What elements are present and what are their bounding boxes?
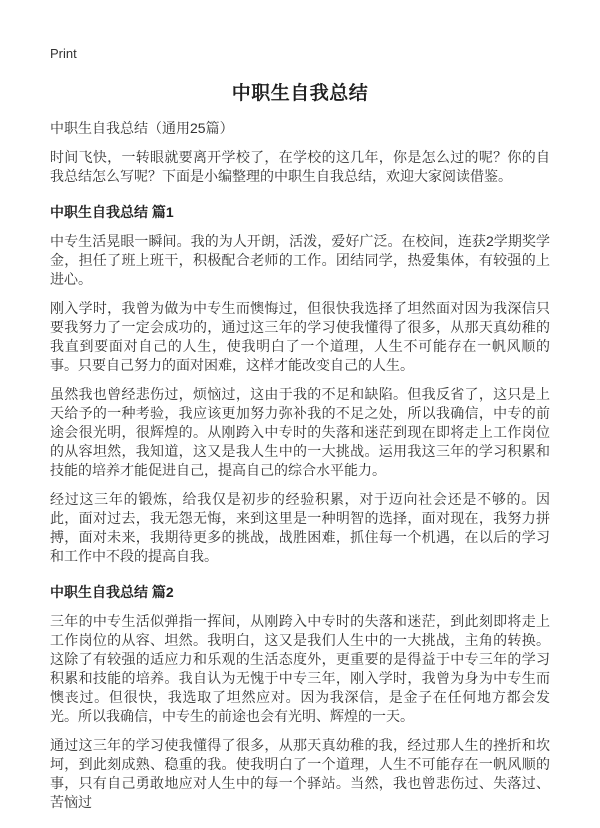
section-1-paragraph-1: 中专生活晃眼一瞬间。我的为人开朗，活泼，爱好广泛。在校间，连获2学期奖学金，担任了班上班干，积极配合老师的工作。团结同学，热爱集体，有较强的上进心。: [50, 233, 550, 287]
page-title: 中职生自我总结: [231, 83, 369, 104]
intro-paragraph: 时间飞快，一转眼就要离开学校了，在学校的这几年，你是怎么过的呢？你的自我总结怎么写呢？下面是小编整理的中职生自我总结，欢迎大家阅读借鉴。: [50, 149, 550, 184]
section-2-heading: 中职生自我总结 篇2: [50, 584, 174, 600]
section-2-paragraph-1: 三年的中专生活似弹指一挥间，从刚跨入中专时的失落和迷茫，到此刻即将走上工作岗位的从容、坦然。我明白，这又是我们人生中的一大挑战，主角的转换。这除了有较强的适应力和乐观的生活态度外，更重要的是得益于中专三年的学习积累和技能的培养。我自认为无愧于中专三年，刚入学时，我曾为身为中专生而懊丧过。但很快，我选取了坦然应对。因为我深信，是金子在任何地方都会发光。所以我确信，中专生的前途也会有光明、辉煌的一天。: [50, 613, 550, 724]
print-link[interactable]: Print: [50, 46, 77, 61]
section-1-paragraph-4: 经过这三年的锻炼，给我仅是初步的经验积累，对于迈向社会还是不够的。因此，面对过去，我无怨无悔，来到这里是一种明智的选择，面对现在，我努力拼搏，面对未来，我期待更多的挑战，战胜困难，抓住每一个机遇，在以后的学习和工作中不段的提高自我。: [50, 491, 550, 564]
section-1-paragraph-3: 虽然我也曾经悲伤过，烦恼过，这由于我的不足和缺陷。但我反省了，这只是上天给予的一种考验，我应该更加努力弥补我的不足之处，所以我确信，中专的前途会很光明，很辉煌的。从刚跨入中专时的失落和迷茫到现在即将走上工作岗位的从容坦然，我知道，这又是我人生中的一大挑战。运用我这三年的学习积累和技能的培养才能促进自己，提高自己的综合水平能力。: [50, 386, 550, 478]
doc-subtitle: 中职生自我总结（通用25篇）: [50, 120, 234, 136]
section-1-heading: 中职生自我总结 篇1: [50, 204, 174, 220]
section-1-paragraph-2: 刚入学时，我曾为做为中专生而懊悔过，但很快我选择了坦然面对因为我深信只要我努力了一定会成功的，通过这三年的学习使我懂得了很多，从那天真幼稚的我直到要面对自己的人生，使我明白了一个道理，人生不可能存在一帆风顺的事。只要自己努力的面对困难，这样才能改变自己的人生。: [50, 300, 550, 373]
section-2-paragraph-2: 通过这三年的学习使我懂得了很多，从那天真幼稚的我，经过那人生的挫折和坎坷，到此刻成熟、稳重的我。使我明白了一个道理，人生不可能存在一帆风顺的事，只有自己勇敢地应对人生中的每一个驿站。当然，我也曾悲伤过、失落过、苦恼过: [50, 737, 550, 810]
